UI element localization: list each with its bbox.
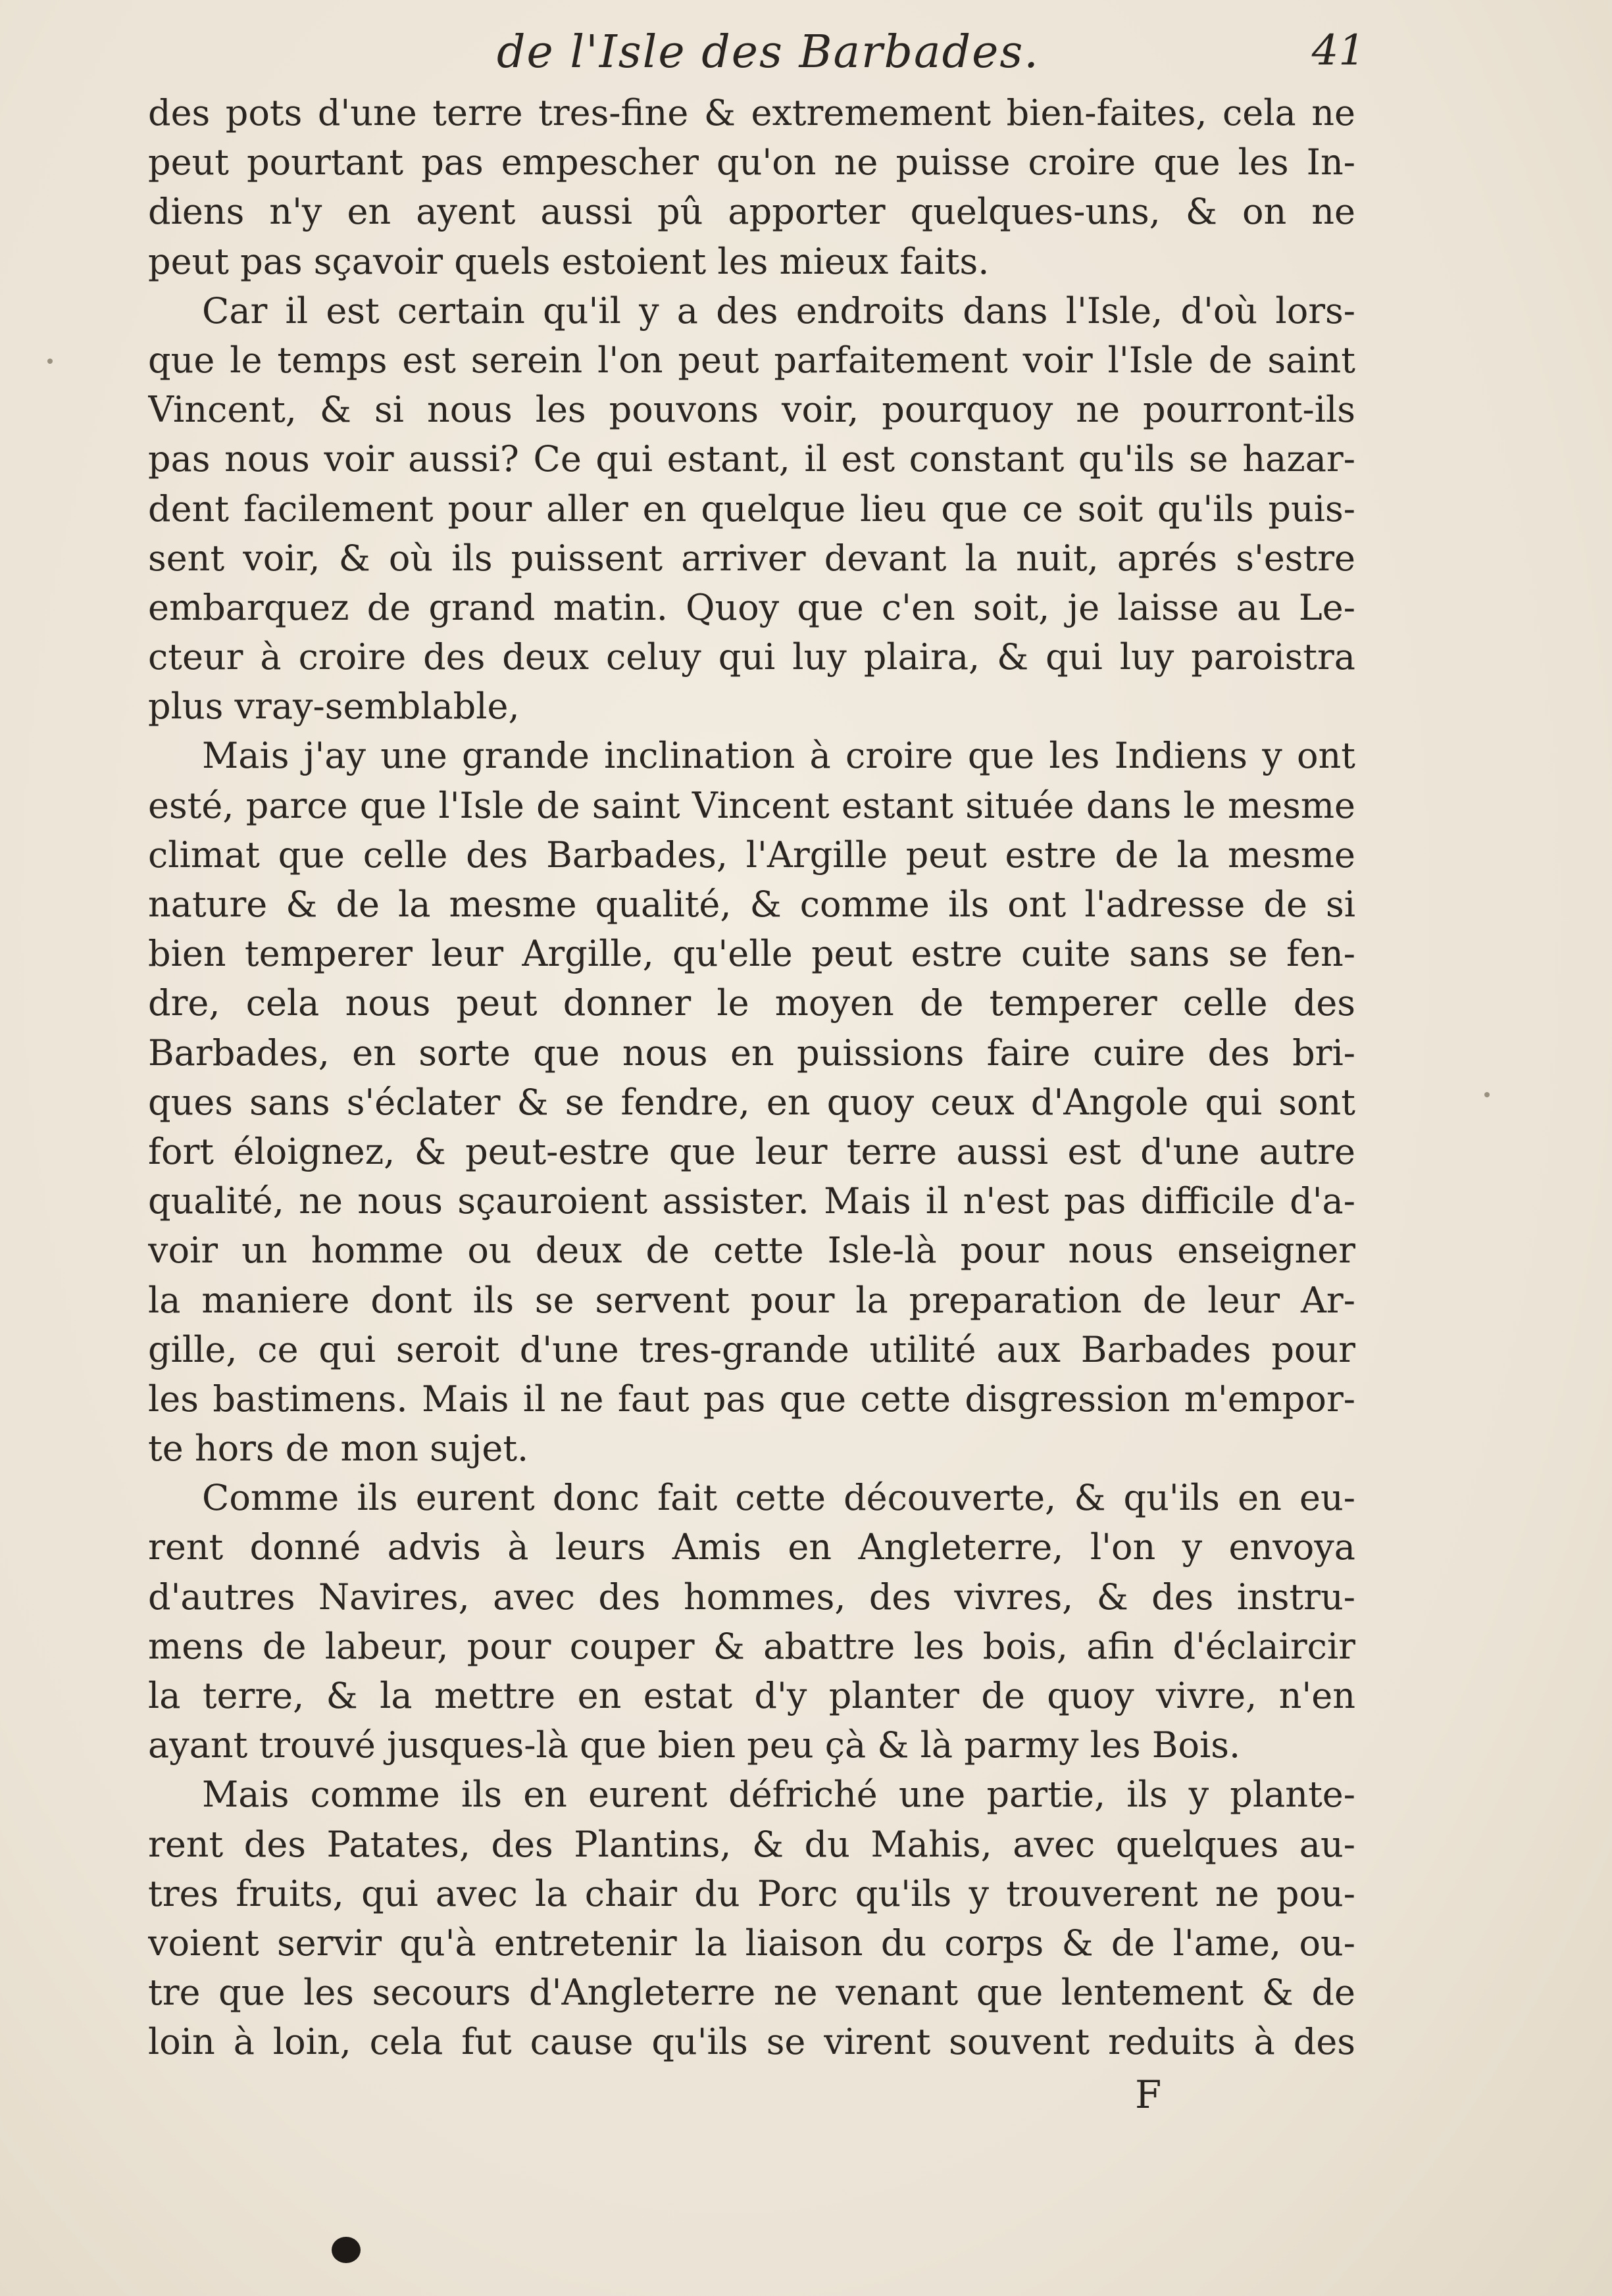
ink-blot	[332, 2237, 361, 2263]
text-line: sent voir, & où ils puissent arriver devant la nuit, aprés s'estre	[148, 537, 1355, 579]
paragraph-start-line: Comme ils eurent donc fait cette découverte, & qu'ils en eu-	[202, 1477, 1355, 1519]
text-line: ayant trouvé jusques-là que bien peu çà & là parmy les Bois.	[148, 1724, 1241, 1766]
text-line: les bastimens. Mais il ne faut pas que cette disgression m'empor-	[148, 1378, 1355, 1420]
text-line: cteur à croire des deux celuy qui luy plaira, & qui luy paroistra	[148, 636, 1355, 678]
margin-speck	[47, 359, 53, 364]
running-title: de l'Isle des Barbades.	[497, 26, 1040, 78]
text-line: tre que les secours d'Angleterre ne venant que lentement & de	[148, 1972, 1355, 2014]
text-line: embarquez de grand matin. Quoy que c'en soit, je laisse au Le-	[148, 586, 1355, 628]
text-line: qualité, ne nous sçauroient assister. Mais il n'est pas difficile d'a-	[148, 1180, 1355, 1222]
signature-mark: F	[1135, 2072, 1162, 2117]
text-line: d'autres Navires, avec des hommes, des vivres, & des instru-	[148, 1576, 1355, 1618]
text-line: plus vray-semblable,	[148, 686, 520, 728]
text-line: rent donné advis à leurs Amis en Angleterre, l'on y envoya	[148, 1526, 1355, 1568]
text-line: rent des Patates, des Plantins, & du Mahis, avec quelques au-	[148, 1823, 1355, 1865]
text-line: tres fruits, qui avec la chair du Porc qu'ils y trouverent ne pou-	[148, 1872, 1355, 1914]
paragraph-start-line: Car il est certain qu'il y a des endroits dans l'Isle, d'où lors-	[202, 289, 1355, 332]
text-line: nature & de la mesme qualité, & comme ils ont l'adresse de si	[148, 884, 1355, 925]
text-line: la maniere dont ils se servent pour la preparation de leur Ar-	[148, 1279, 1355, 1321]
paragraph-start-line: Mais j'ay une grande inclination à croire que les Indiens y ont	[202, 735, 1355, 777]
text-line: peut pourtant pas empescher qu'on ne puisse croire que les In-	[148, 141, 1355, 184]
text-line: diens n'y en ayent aussi pû apporter quelques-uns, & on ne	[148, 191, 1355, 233]
text-line: dre, cela nous peut donner le moyen de temperer celle des	[148, 982, 1355, 1024]
text-line: gille, ce qui seroit d'une tres-grande utilité aux Barbades pour	[148, 1328, 1355, 1370]
text-line: pas nous voir aussi? Ce qui estant, il est constant qu'ils se hazar-	[148, 438, 1355, 480]
text-line: dent facilement pour aller en quelque lieu que ce soit qu'ils puis-	[148, 487, 1355, 530]
text-line: loin à loin, cela fut cause qu'ils se virent souvent reduits à des	[148, 2021, 1355, 2063]
text-line: voient servir qu'à entretenir la liaison du corps & de l'ame, ou-	[148, 1922, 1355, 1964]
text-line: ques sans s'éclater & se fendre, en quoy ceux d'Angole qui sont	[148, 1081, 1355, 1123]
text-line: fort éloignez, & peut-estre que leur terre aussi est d'une autre	[148, 1130, 1355, 1172]
text-line: esté, parce que l'Isle de saint Vincent estant située dans le mesme	[148, 784, 1355, 826]
body-text	[148, 88, 1355, 2067]
page-number: 41	[1311, 26, 1365, 75]
text-line: Barbades, en sorte que nous en puissions faire cuire des bri-	[148, 1032, 1355, 1074]
text-line: te hors de mon sujet.	[148, 1428, 529, 1470]
text-line: la terre, & la mettre en estat d'y planter de quoy vivre, n'en	[148, 1675, 1355, 1716]
page-header	[148, 26, 1365, 86]
text-line: que le temps est serein l'on peut parfaitement voir l'Isle de saint	[148, 339, 1355, 381]
text-line: peut pas sçavoir quels estoient les mieux faits.	[148, 240, 990, 282]
text-line: voir un homme ou deux de cette Isle-là pour nous enseigner	[148, 1230, 1355, 1272]
text-line: des pots d'une terre tres-fine & extremement bien-faites, cela ne	[148, 92, 1355, 134]
text-line: bien temperer leur Argille, qu'elle peut estre cuite sans se fen-	[148, 933, 1355, 975]
text-line: climat que celle des Barbades, l'Argille peut estre de la mesme	[148, 834, 1355, 876]
text-line: mens de labeur, pour couper & abattre les bois, afin d'éclaircir	[148, 1625, 1355, 1667]
paragraph-start-line: Mais comme ils en eurent défriché une partie, ils y plante-	[202, 1774, 1355, 1816]
text-line: Vincent, & si nous les pouvons voir, pourquoy ne pourront-ils	[148, 389, 1355, 431]
margin-speck	[1484, 1092, 1490, 1097]
